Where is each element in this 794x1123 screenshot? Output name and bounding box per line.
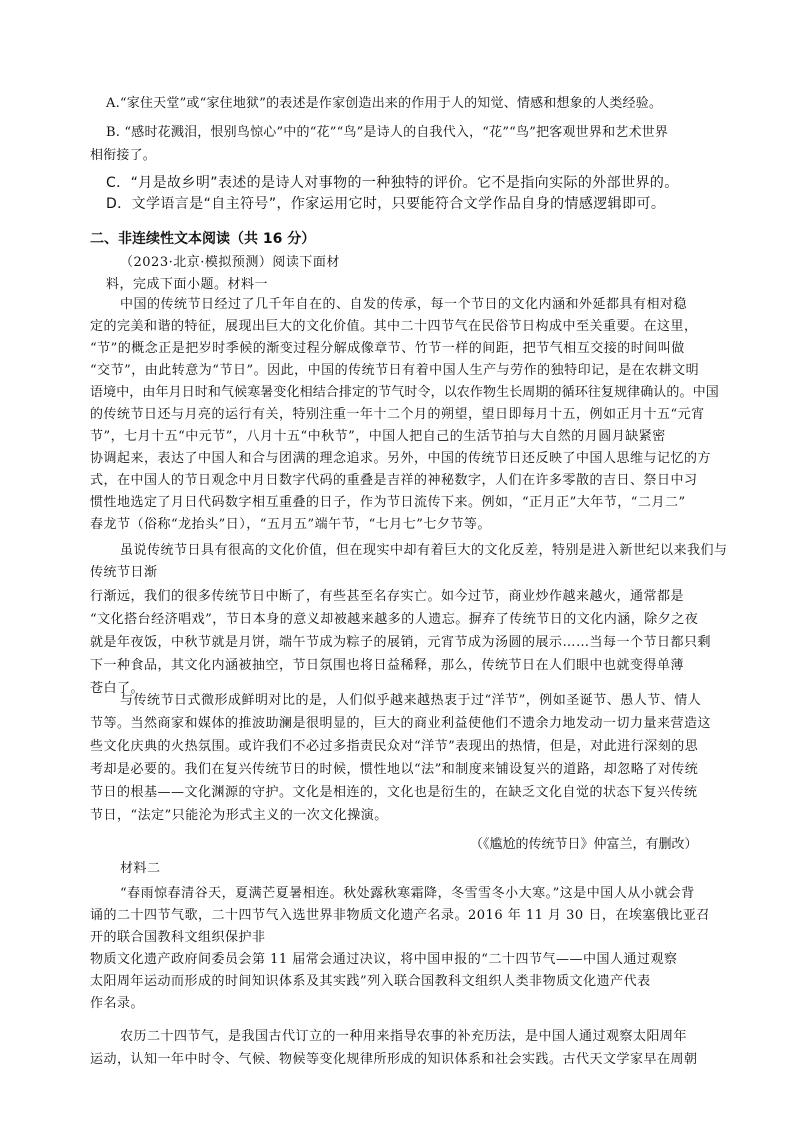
material1-source: （《尴尬的传统节日》仲富兰，有删改）: [470, 837, 698, 852]
m2-p1-line: 开的联合国教科文组织保护非: [90, 930, 266, 945]
option-d: D．文学语言是“自主符号”，作家运用它时，只要能符合文学作品自身的情感逻辑即可。: [106, 196, 666, 212]
m1-p2-line: 行渐远，我们的很多传统节日中断了，有些甚至名存实亡。如今过节，商业炒作越来越火，通常都是: [90, 589, 685, 604]
m1-p3-line: 节日的根基——文化渊源的守护。文化是相连的，文化也是衍生的，在缺乏文化自觉的状态下复兴传统: [90, 785, 698, 800]
section-intro-line2: 料，完成下面小题。材料一: [106, 277, 269, 292]
m1-p1-line: 定的完美和谐的特征，展现出巨大的文化价值。其中二十四节气在民俗节日构成中至关重要。在这里，: [90, 319, 698, 334]
m1-p1-line: “交节”，由此转意为“节日”。因此，中国的传统节日有着中国人生产与劳作的独特印记，是在农耕文明: [90, 363, 700, 378]
option-b-line1: B. “感时花溅泪，恨别鸟惊心”中的“花”“鸟”是诗人的自我代入，“花”“鸟”把客观世界和艺术世界: [106, 125, 669, 140]
option-b-line2: 相衔接了。: [90, 148, 157, 163]
m1-p3-line: 节日，“法定”只能沦为形式主义的一次文化操演。: [90, 808, 388, 823]
m2-p1-line: 太阳周年运动而形成的时间知识体系及其实践”列入联合国教科文组织人类非物质文化遗产代表: [90, 974, 651, 989]
m1-p2-line: 苍白了。: [90, 681, 145, 696]
m1-p1-line: 协调起来，表达了中国人和合与团满的理念追求。另外，中国的传统节日还反映了中国人思维与记忆的方: [90, 451, 712, 466]
option-a: A.“家住天堂”或“家住地狱”的表述是作家创造出来的作用于人的知觉、情感和想象的人类经验。: [106, 96, 663, 111]
m2-p1-line: 物质文化遗产政府间委员会第 11 届常会通过决议，将中国申报的“二十四节气——中国人通过观察: [90, 952, 678, 967]
m2-p1-line: 诵的二十四节气歌，二十四节气入选世界非物质文化遗产名录。2016 年 11 月 30 日，在埃塞俄比亚召: [90, 908, 710, 923]
m2-p2-line: 农历二十四节气，是我国古代订立的一种用来指导农事的补充历法，是中国人通过观察太阳周年: [120, 1029, 688, 1044]
m2-p1-line: “春雨惊春清谷天，夏满芒夏暑相连。秋处露秋寒霜降，冬雪雪冬小大寒。”这是中国人从小就会背: [120, 886, 695, 901]
m1-p2-line: “文化搭台经济唱戏”，节日本身的意义却被越来越多的人遗忘。摒弃了传统节日的文化内涵，除夕之夜: [90, 612, 699, 627]
m1-p2-line: 虽说传统节日具有很高的文化价值，但在现实中却有着巨大的文化反差，特别是进入新世纪以来我们与: [120, 543, 728, 558]
m1-p1-line: “节”的概念正是把岁时季候的渐变过程分解成像章节、竹节一样的间距，把节气相互交接的时间叫做: [90, 341, 685, 356]
m1-p3-line: 节等。当然商家和媒体的推波助澜是很明显的，巨大的商业利益使他们不遗余力地发动一切力量来营造这: [90, 716, 712, 731]
m1-p3-line: 与传统节日式微形成鲜明对比的是，人们似乎越来越热衷于过“洋节”，例如圣诞节、愚人节、情人: [120, 693, 702, 708]
m1-p1-line: 惯性地选定了月日代码数字相互重叠的日子，作为节日流传下来。例如，“正月正”大年节，“二月二”: [90, 495, 686, 510]
m1-p1-line: 语境中，由年月日时和气候寒暑变化相结合排定的节气时令，以农作物生长周期的循环往复规律确认的。中国: [90, 385, 719, 400]
m1-p2-line: 传统节日渐: [90, 565, 158, 580]
material2-heading: 材料二: [120, 861, 161, 876]
m1-p3-line: 考却是必要的。我们在复兴传统节日的时候，惯性地以“法”和制度来铺设复兴的道路，却忽略了对传统: [90, 762, 699, 777]
option-c: C．“月是故乡明”表述的是诗人对事物的一种独特的评价。它不是指向实际的外部世界的。: [106, 175, 679, 191]
section-intro-line1: （2023·北京·模拟预测）阅读下面材: [120, 255, 340, 270]
m1-p3-line: 些文化庆典的火热氛围。或许我们不必过多指责民众对“洋节”表现出的热情，但是，对此进行深刻的思: [90, 739, 699, 754]
m2-p1-line: 作名录。: [90, 996, 145, 1011]
m1-p1-line: 节”，七月十五“中元节”，八月十五“中秋节”，中国人把自己的生活节拍与大自然的月圆月缺紧密: [90, 429, 666, 444]
m1-p2-line: 就是年夜饭，中秋节就是月饼，端午节成为粽子的展销，元宵节成为汤圆的展示……当每一个节日都只剩: [90, 635, 712, 650]
m1-p2-line: 下一种食品，其文化内涵被抽空，节日氛围也将日益稀释，那么，传统节日在人们眼中也就变得单薄: [90, 658, 685, 673]
section-heading: 二、非连续性文本阅读（共 16 分）: [90, 231, 316, 247]
m1-p1-line: 式，在中国人的节日观念中月日数字代码的重叠是吉祥的神秘数字，人们在许多零散的吉日、祭日中习: [90, 473, 698, 488]
m1-p1-line: 中国的传统节日经过了几千年自在的、自发的传承，每一个节日的文化内涵和外延都具有相对稳: [120, 297, 688, 312]
m2-p2-line: 运动，认知一年中时令、气候、物候等变化规律所形成的知识体系和社会实践。古代天文学家早在周朝: [90, 1052, 698, 1067]
m1-p1-line: 春龙节（俗称“龙抬头”日），“五月五”端午节，“七月七”七夕节等。: [90, 517, 491, 532]
m1-p1-line: 的传统节日还与月亮的运行有关，特别注重一年十二个月的朔望，望日即每月十五，例如正月十五“元宵: [90, 407, 705, 422]
